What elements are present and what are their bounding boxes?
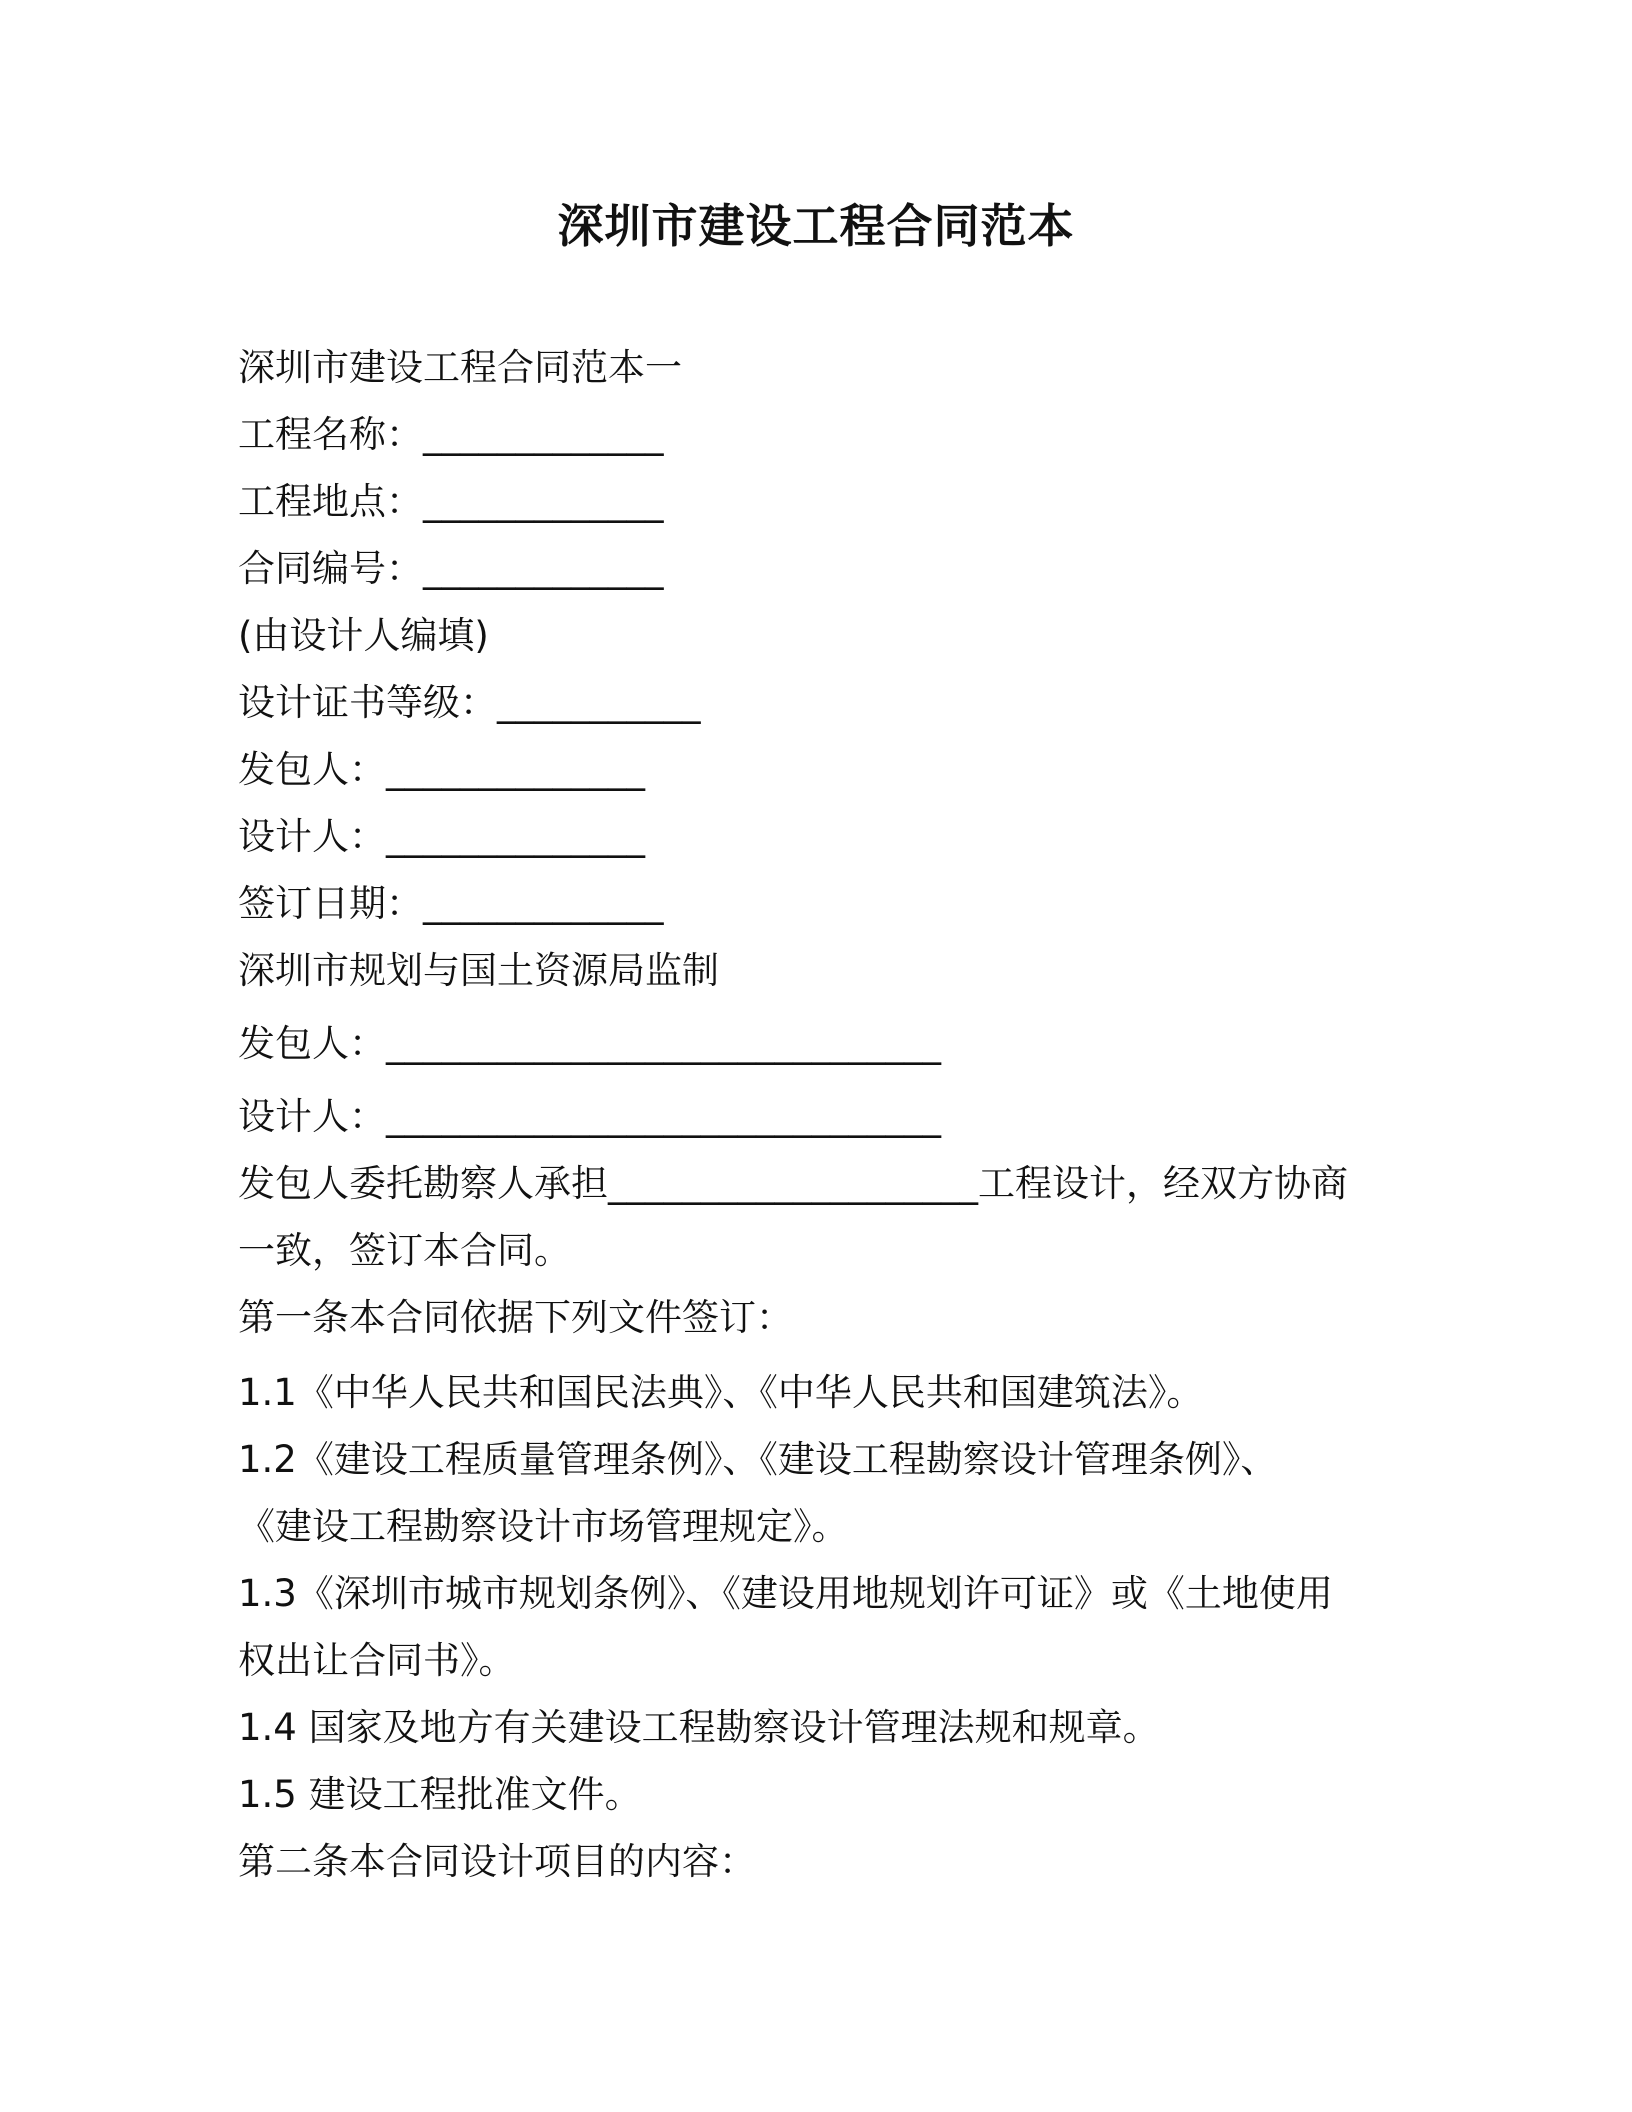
designer-signature-line: 设计人：______________________________ <box>238 1095 941 1138</box>
clause-1-2-line-1: 1.2《建设工程质量管理条例》、《建设工程勘察设计管理条例》、 <box>238 1438 1278 1481</box>
designer-line: 设计人：______________ <box>238 815 645 858</box>
clause-1-2-line-2: 《建设工程勘察设计市场管理规定》。 <box>238 1505 849 1548</box>
clause-1-1: 1.1《中华人民共和国民法典》、《中华人民共和国建筑法》。 <box>238 1371 1204 1414</box>
document-body <box>238 334 1388 1895</box>
employer-line: 发包人：______________ <box>238 748 645 791</box>
article-one-heading: 第一条本合同依据下列文件签订： <box>238 1296 793 1339</box>
contract-number-line: 合同编号：_____________ <box>238 547 664 590</box>
design-certificate-grade-line: 设计证书等级：___________ <box>238 681 701 724</box>
supervising-authority-line: 深圳市规划与国土资源局监制 <box>238 949 719 992</box>
project-location-line: 工程地点：_____________ <box>238 480 664 523</box>
signing-date-line: 签订日期：_____________ <box>238 882 664 925</box>
article-two-heading: 第二条本合同设计项目的内容： <box>238 1840 756 1883</box>
project-name-line: 工程名称：_____________ <box>238 413 664 456</box>
document-title: 深圳市建设工程合同范本 <box>557 199 1075 253</box>
clause-1-3-line-1: 1.3《深圳市城市规划条例》、《建设用地规划许可证》或《土地使用 <box>238 1572 1333 1615</box>
subtitle-line: 深圳市建设工程合同范本一 <box>238 346 682 389</box>
entrustment-paragraph-line-2: 一致，签订本合同。 <box>238 1229 571 1272</box>
filled-by-designer-note: (由设计人编填) <box>238 614 489 657</box>
clause-1-4: 1.4 国家及地方有关建设工程勘察设计管理法规和规章。 <box>238 1706 1160 1749</box>
clause-1-3-line-2: 权出让合同书》。 <box>238 1639 516 1682</box>
employer-signature-line: 发包人：______________________________ <box>238 1022 941 1065</box>
clause-1-5: 1.5 建设工程批准文件。 <box>238 1773 642 1816</box>
entrustment-paragraph-line-1: 发包人委托勘察人承担____________________工程设计，经双方协商 <box>238 1162 1348 1205</box>
